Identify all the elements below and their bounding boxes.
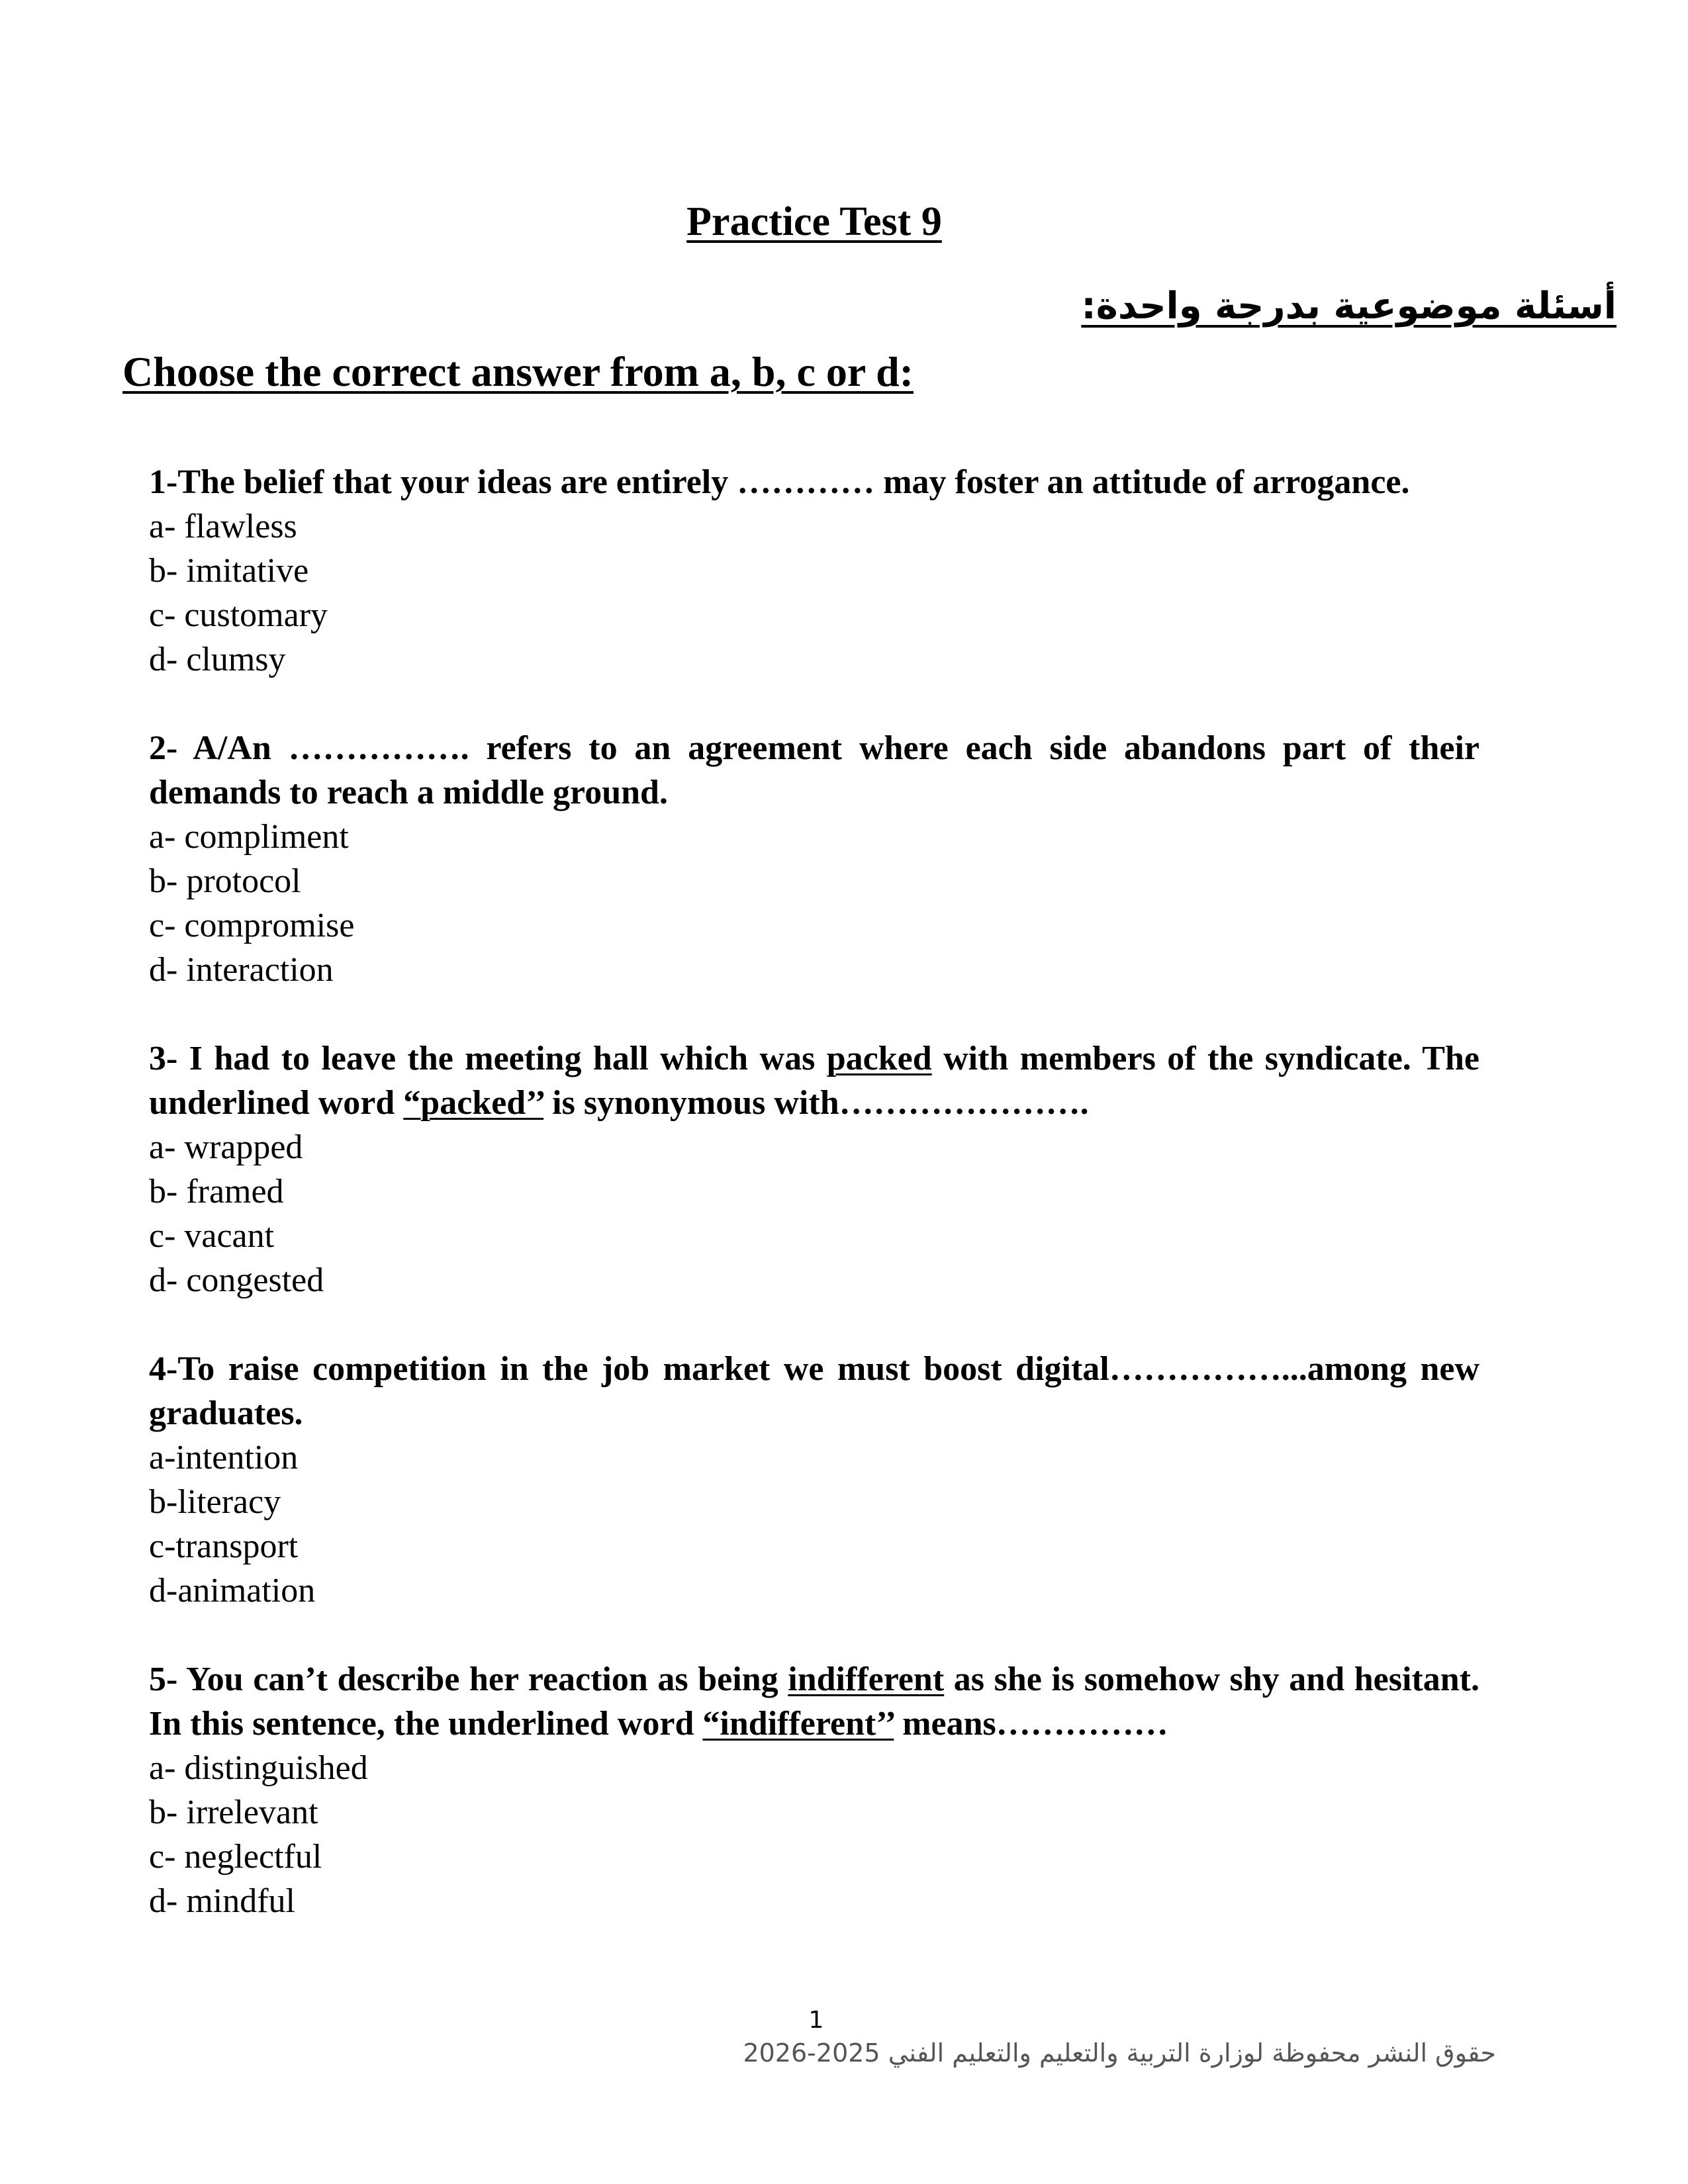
page-number: 1	[808, 2007, 824, 2034]
option-c: c- vacant	[149, 1217, 275, 1255]
option-b: b- protocol	[149, 862, 301, 900]
question-text: 1-The belief that your ideas are entirely ………… may foster an attitude of arrogance.	[149, 463, 1410, 501]
page-title: Practice Test 9	[686, 199, 942, 244]
option-a: a- compliment	[149, 818, 349, 856]
option-a: a-intention	[149, 1439, 299, 1477]
option-c: c- compromise	[149, 907, 355, 944]
question-text	[149, 1036, 1479, 1125]
option-a: a- flawless	[149, 508, 297, 545]
question-text-part: with members of the syndicate. The underlined word	[149, 1040, 1479, 1122]
option-d: d- clumsy	[149, 641, 286, 678]
underlined-word: indifferent	[788, 1661, 945, 1698]
question-text	[149, 1657, 1479, 1746]
instruction-heading: Choose the correct answer from a, b, c or d:	[122, 348, 914, 395]
option-d: d- interaction	[149, 951, 334, 989]
question-5	[149, 1657, 1479, 1923]
question-text-part: as she is somehow shy and hesitant. In this sentence, the underlined word	[149, 1661, 1479, 1743]
option-d: d- mindful	[149, 1882, 295, 1920]
question-text-part: means……………	[894, 1705, 1168, 1743]
question-list	[149, 460, 1479, 1968]
option-c: c- customary	[149, 596, 328, 634]
question-text-part: 5- You can’t describe her reaction as being	[149, 1661, 788, 1698]
option-c: c-transport	[149, 1527, 299, 1565]
underlined-word-quoted: “packed’’	[403, 1084, 544, 1122]
underlined-word-quoted: “indifferent’’	[702, 1705, 894, 1743]
question-4	[149, 1347, 1479, 1613]
option-a: a- distinguished	[149, 1749, 368, 1787]
question-2	[149, 726, 1479, 992]
section-heading-arabic: أسئلة موضوعية بدرجة واحدة:	[1081, 285, 1617, 328]
question-text-part: is synonymous with………………….	[543, 1084, 1089, 1122]
question-3	[149, 1036, 1479, 1302]
option-d: d-animation	[149, 1572, 316, 1610]
question-text-part: 3- I had to leave the meeting hall which was	[149, 1040, 827, 1077]
question-text: 2- A/An ……………. refers to an agreement where each side abandons part of their demands to reach a middle ground.	[149, 729, 1479, 811]
option-a: a- wrapped	[149, 1128, 303, 1166]
option-d: d- congested	[149, 1261, 324, 1299]
option-b: b- framed	[149, 1173, 284, 1210]
option-b: b-literacy	[149, 1483, 281, 1521]
copyright-footer: حقوق النشر محفوظة لوزارة التربية والتعليم والتعليم الفني 2025-2026	[743, 2038, 1496, 2068]
question-text: 4-To raise competition in the job market we must boost digital……………...among new graduates.	[149, 1350, 1479, 1432]
underlined-word: packed	[826, 1040, 932, 1077]
option-c: c- neglectful	[149, 1838, 322, 1876]
option-b: b- irrelevant	[149, 1794, 318, 1831]
option-b: b- imitative	[149, 552, 309, 590]
question-1	[149, 460, 1479, 682]
